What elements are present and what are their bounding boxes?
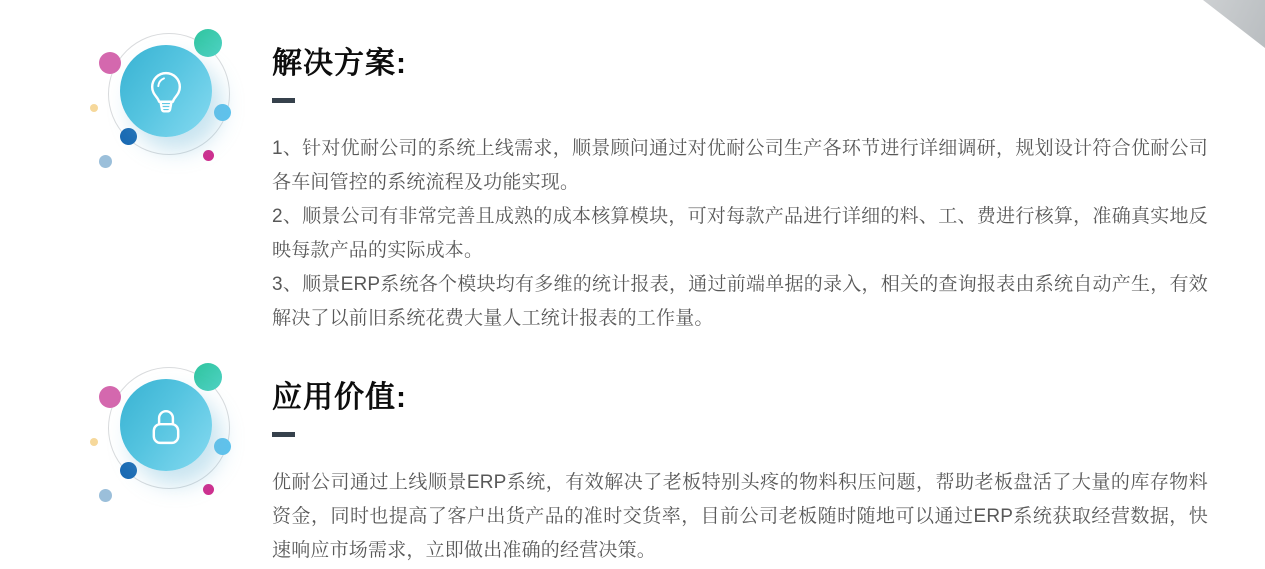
value-heading: 应用价值: [272,381,407,414]
solution-point-3: 3、顺景ERP系统各个模块均有多维的统计报表，通过前端单据的录入，相关的查询报表由系统自动产生，有效解决了以前旧系统花费大量人工统计报表的工作量。 [272,274,1208,329]
decor-dot-steel [99,489,112,502]
corner-decoration [1203,0,1265,48]
solution-point-1: 1、针对优耐公司的系统上线需求，顺景顾问通过对优耐公司生产各环节进行详细调研，规划设计符合优耐公司各车间管控的系统流程及功能实现。 [272,138,1208,193]
value-paragraph: 优耐公司通过上线顺景ERP系统，有效解决了老板特别头疼的物料积压问题，帮助老板盘活了大量的库存物料资金，同时也提高了客户出货产品的准时交货率，目前公司老板随时随地可以通过ERP系统获取经营数据，快速响应市场需求，立即做出准确的经营决策。 [272,472,1208,561]
decor-dot-navy [120,128,137,145]
decor-dot-cream [90,104,98,112]
solution-paragraphs [272,132,1208,336]
decor-dot-teal [194,29,222,57]
decor-dot-steel [99,155,112,168]
heading-dash [272,432,295,437]
solution-point-2: 2、顺景公司有非常完善且成熟的成本核算模块，可对每款产品进行详细的料、工、费进行核算，准确真实地反映每款产品的实际成本。 [272,206,1208,261]
decor-dot-skyblue [214,438,231,455]
decor-dot-pink [99,52,121,74]
decor-dot-skyblue [214,104,231,121]
decor-dot-pink [99,386,121,408]
decor-dot-magenta [203,484,214,495]
solution-section [272,44,1208,336]
heading-dash [272,98,295,103]
lock-icon [120,379,212,471]
lightbulb-icon [120,45,212,137]
decor-dot-navy [120,462,137,479]
value-paragraphs [272,466,1208,568]
value-section [272,378,1208,568]
decor-dot-magenta [203,150,214,161]
decor-dot-teal [194,363,222,391]
value-icon-cluster [68,342,268,542]
solution-icon-cluster [68,8,268,208]
solution-heading: 解决方案: [272,47,407,80]
decor-dot-cream [90,438,98,446]
